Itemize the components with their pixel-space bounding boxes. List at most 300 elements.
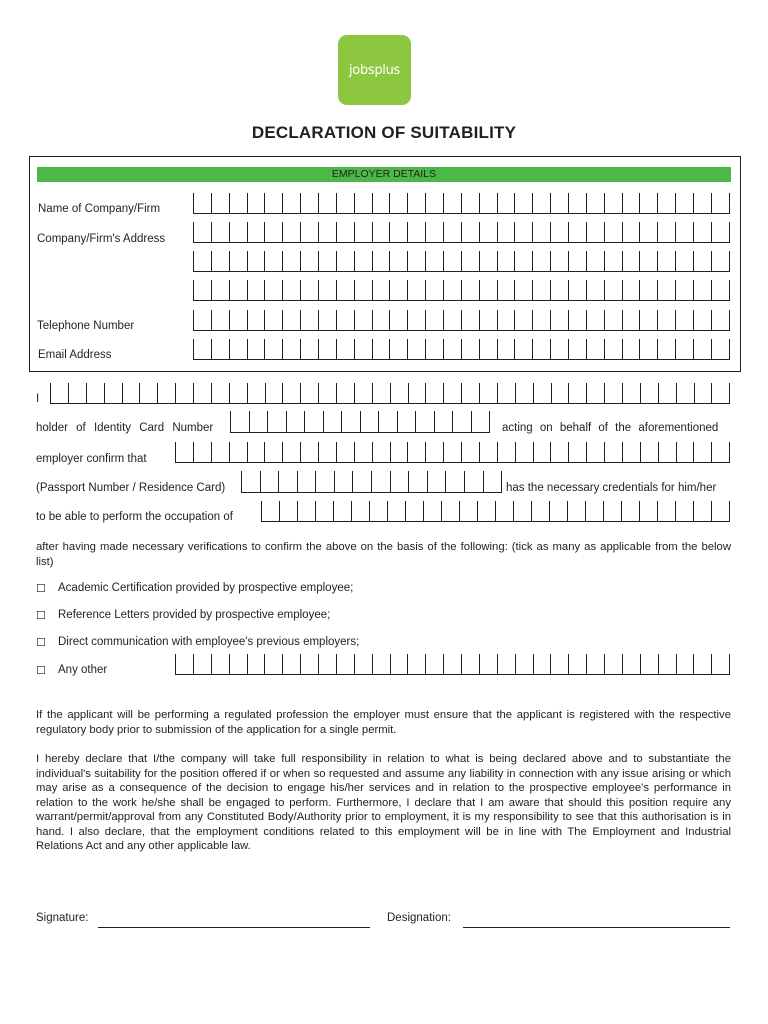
char-box bbox=[211, 442, 229, 462]
id-card-number-field[interactable] bbox=[230, 411, 490, 433]
char-box bbox=[567, 501, 585, 521]
char-box bbox=[211, 654, 229, 674]
declarant-name-field[interactable] bbox=[50, 383, 730, 404]
signature-label: Signature: bbox=[36, 912, 89, 924]
char-box bbox=[639, 339, 657, 359]
checkbox-references[interactable]: ☐ bbox=[36, 610, 46, 622]
char-box bbox=[264, 339, 282, 359]
char-box bbox=[640, 383, 658, 403]
char-box bbox=[479, 251, 497, 271]
char-box bbox=[514, 310, 532, 330]
employee-name-field[interactable] bbox=[175, 442, 730, 463]
char-box bbox=[514, 222, 532, 242]
char-box bbox=[531, 501, 549, 521]
char-box bbox=[568, 251, 586, 271]
char-box bbox=[464, 471, 483, 492]
char-box bbox=[318, 310, 336, 330]
char-box bbox=[372, 383, 390, 403]
char-box bbox=[193, 193, 211, 213]
char-box bbox=[675, 280, 693, 300]
company-name-field[interactable] bbox=[193, 193, 730, 214]
page-title: DECLARATION OF SUITABILITY bbox=[251, 123, 517, 142]
char-box bbox=[549, 501, 567, 521]
char-box bbox=[372, 193, 390, 213]
char-box bbox=[443, 251, 461, 271]
checkbox-direct-communication[interactable]: ☐ bbox=[36, 637, 46, 649]
telephone-label: Telephone Number bbox=[37, 320, 135, 332]
char-box bbox=[264, 193, 282, 213]
char-box bbox=[264, 654, 282, 674]
char-box bbox=[550, 442, 568, 462]
char-box bbox=[515, 654, 533, 674]
char-box bbox=[407, 193, 425, 213]
char-box bbox=[479, 280, 497, 300]
checkbox-academic[interactable]: ☐ bbox=[36, 583, 46, 595]
char-box bbox=[211, 310, 229, 330]
char-box bbox=[604, 339, 622, 359]
char-box bbox=[372, 310, 390, 330]
char-box bbox=[425, 310, 443, 330]
checklist-label-direct-communication: Direct communication with employee's previous employers; bbox=[58, 636, 360, 648]
char-box bbox=[622, 383, 640, 403]
char-box bbox=[318, 339, 336, 359]
char-box bbox=[533, 654, 551, 674]
char-box bbox=[479, 383, 497, 403]
email-label: Email Address bbox=[38, 349, 112, 361]
char-box bbox=[621, 501, 639, 521]
char-box bbox=[639, 251, 657, 271]
char-box bbox=[585, 501, 603, 521]
char-box bbox=[387, 501, 405, 521]
char-box bbox=[175, 442, 193, 462]
char-box bbox=[479, 310, 497, 330]
char-box bbox=[247, 222, 265, 242]
char-box bbox=[532, 280, 550, 300]
char-box bbox=[459, 501, 477, 521]
char-box bbox=[407, 310, 425, 330]
char-box bbox=[318, 222, 336, 242]
char-box bbox=[300, 383, 318, 403]
char-box bbox=[675, 501, 693, 521]
checklist-label-academic: Academic Certification provided by prospective employee; bbox=[58, 582, 354, 594]
checkbox-any-other[interactable]: ☐ bbox=[36, 665, 46, 677]
char-box bbox=[693, 222, 711, 242]
char-box bbox=[282, 339, 300, 359]
char-box bbox=[711, 383, 730, 403]
char-box bbox=[193, 442, 211, 462]
char-box bbox=[354, 339, 372, 359]
char-box bbox=[318, 280, 336, 300]
char-box bbox=[193, 654, 211, 674]
char-box bbox=[260, 471, 279, 492]
char-box bbox=[229, 251, 247, 271]
char-box bbox=[352, 471, 371, 492]
char-box bbox=[586, 339, 604, 359]
char-box bbox=[50, 383, 68, 403]
char-box bbox=[415, 411, 434, 432]
char-box bbox=[229, 383, 247, 403]
char-box bbox=[318, 193, 336, 213]
char-box bbox=[193, 280, 211, 300]
char-box bbox=[334, 471, 353, 492]
char-box bbox=[407, 251, 425, 271]
char-box bbox=[389, 280, 407, 300]
char-box bbox=[675, 310, 693, 330]
char-box bbox=[622, 280, 640, 300]
char-box bbox=[497, 280, 515, 300]
char-box bbox=[193, 251, 211, 271]
employer-confirm-label: employer confirm that bbox=[36, 453, 147, 465]
char-box bbox=[318, 383, 336, 403]
address-field-line-1[interactable] bbox=[193, 222, 730, 243]
char-box bbox=[425, 251, 443, 271]
char-box bbox=[247, 193, 265, 213]
char-box bbox=[711, 442, 730, 462]
char-box bbox=[230, 411, 249, 432]
char-box bbox=[443, 442, 461, 462]
char-box bbox=[211, 251, 229, 271]
char-box bbox=[693, 339, 711, 359]
char-box bbox=[372, 251, 390, 271]
char-box bbox=[247, 442, 265, 462]
char-box bbox=[586, 280, 604, 300]
checklist-label-any-other: Any other bbox=[58, 664, 108, 676]
char-box bbox=[622, 310, 640, 330]
char-box bbox=[304, 411, 323, 432]
char-box bbox=[104, 383, 122, 403]
char-box bbox=[300, 193, 318, 213]
char-box bbox=[604, 383, 622, 403]
char-box bbox=[229, 280, 247, 300]
char-box bbox=[568, 383, 586, 403]
char-box bbox=[264, 280, 282, 300]
address-field-line-2[interactable] bbox=[193, 251, 730, 272]
char-box bbox=[657, 193, 675, 213]
char-box bbox=[282, 222, 300, 242]
char-box bbox=[461, 251, 479, 271]
char-box bbox=[495, 501, 513, 521]
char-box bbox=[657, 280, 675, 300]
char-box bbox=[514, 280, 532, 300]
char-box bbox=[369, 501, 387, 521]
char-box bbox=[297, 501, 315, 521]
char-box bbox=[461, 310, 479, 330]
char-box bbox=[443, 383, 461, 403]
passport-label: (Passport Number / Residence Card) bbox=[36, 482, 226, 494]
char-box bbox=[247, 654, 265, 674]
char-box bbox=[408, 383, 426, 403]
char-box bbox=[389, 339, 407, 359]
char-box bbox=[389, 310, 407, 330]
char-box bbox=[157, 383, 175, 403]
jobsplus-logo bbox=[338, 35, 411, 105]
char-box bbox=[378, 411, 397, 432]
char-box bbox=[318, 251, 336, 271]
char-box bbox=[354, 442, 372, 462]
credentials-label: has the necessary credentials for him/her bbox=[506, 482, 717, 494]
char-box bbox=[425, 193, 443, 213]
regulated-profession-paragraph: If the applicant will be performing a regulated profession the employer must ensure that the applicant is registered with the respective regulatory body prior to submission of the application for a single permit. bbox=[36, 709, 731, 736]
char-box bbox=[241, 471, 260, 492]
char-box bbox=[229, 654, 247, 674]
char-box bbox=[640, 442, 658, 462]
char-box bbox=[229, 339, 247, 359]
char-box bbox=[471, 411, 491, 432]
char-box bbox=[318, 654, 336, 674]
char-box bbox=[711, 251, 730, 271]
char-box bbox=[247, 280, 265, 300]
char-box bbox=[568, 654, 586, 674]
char-box bbox=[497, 222, 515, 242]
char-box bbox=[639, 193, 657, 213]
char-box bbox=[622, 251, 640, 271]
char-box bbox=[282, 251, 300, 271]
char-box bbox=[300, 280, 318, 300]
char-box bbox=[640, 654, 658, 674]
char-box bbox=[139, 383, 157, 403]
char-box bbox=[693, 654, 711, 674]
char-box bbox=[657, 310, 675, 330]
char-box bbox=[360, 411, 379, 432]
char-box bbox=[193, 222, 211, 242]
char-box bbox=[229, 442, 247, 462]
char-box bbox=[622, 222, 640, 242]
char-box bbox=[390, 654, 408, 674]
char-box bbox=[434, 411, 453, 432]
char-box bbox=[479, 222, 497, 242]
char-box bbox=[658, 442, 676, 462]
signature-line[interactable] bbox=[98, 927, 370, 928]
char-box bbox=[497, 251, 515, 271]
char-box bbox=[323, 411, 342, 432]
char-box bbox=[639, 501, 657, 521]
char-box bbox=[300, 310, 318, 330]
char-box bbox=[443, 193, 461, 213]
char-box bbox=[515, 383, 533, 403]
char-box bbox=[86, 383, 104, 403]
char-box bbox=[514, 339, 532, 359]
logo-text: jobsplus bbox=[348, 62, 401, 78]
char-box bbox=[336, 339, 354, 359]
char-box bbox=[315, 501, 333, 521]
char-box bbox=[211, 383, 229, 403]
char-box bbox=[336, 193, 354, 213]
char-box bbox=[568, 310, 586, 330]
char-box bbox=[693, 193, 711, 213]
char-box bbox=[604, 442, 622, 462]
char-box bbox=[122, 383, 140, 403]
char-box bbox=[300, 251, 318, 271]
char-box bbox=[229, 193, 247, 213]
char-box bbox=[354, 280, 372, 300]
email-field[interactable] bbox=[193, 339, 730, 360]
char-box bbox=[318, 442, 336, 462]
char-box bbox=[461, 442, 479, 462]
i-label: I bbox=[36, 393, 40, 405]
char-box bbox=[341, 411, 360, 432]
char-box bbox=[533, 383, 551, 403]
company-name-label: Name of Company/Firm bbox=[38, 203, 161, 215]
char-box bbox=[532, 222, 550, 242]
char-box bbox=[425, 280, 443, 300]
char-box bbox=[175, 654, 193, 674]
char-box bbox=[711, 222, 730, 242]
id-card-label: holder of Identity Card Number bbox=[36, 422, 214, 434]
char-box bbox=[639, 280, 657, 300]
char-box bbox=[497, 654, 515, 674]
char-box bbox=[550, 654, 568, 674]
verification-text: after having made necessary verifications to confirm the above on the basis of the following: (tick as many as applicable from the below list) bbox=[36, 541, 731, 568]
char-box bbox=[247, 339, 265, 359]
char-box bbox=[497, 383, 515, 403]
char-box bbox=[693, 442, 711, 462]
char-box bbox=[711, 339, 730, 359]
char-box bbox=[658, 383, 676, 403]
char-box bbox=[586, 251, 604, 271]
designation-line[interactable] bbox=[463, 927, 730, 928]
char-box bbox=[282, 193, 300, 213]
char-box bbox=[282, 442, 300, 462]
address-field-line-3[interactable] bbox=[193, 280, 730, 301]
char-box bbox=[336, 442, 354, 462]
char-box bbox=[193, 310, 211, 330]
char-box bbox=[427, 471, 446, 492]
char-box bbox=[550, 339, 568, 359]
char-box bbox=[604, 654, 622, 674]
char-box bbox=[425, 383, 443, 403]
char-box bbox=[568, 193, 586, 213]
char-box bbox=[425, 222, 443, 242]
char-box bbox=[389, 251, 407, 271]
char-box bbox=[279, 501, 297, 521]
char-box bbox=[657, 501, 675, 521]
char-box bbox=[407, 339, 425, 359]
employer-details-header: EMPLOYER DETAILS bbox=[37, 167, 731, 182]
char-box bbox=[315, 471, 334, 492]
char-box bbox=[443, 310, 461, 330]
char-box bbox=[351, 501, 369, 521]
char-box bbox=[425, 339, 443, 359]
char-box bbox=[694, 383, 712, 403]
char-box bbox=[297, 471, 316, 492]
char-box bbox=[229, 310, 247, 330]
char-box bbox=[407, 280, 425, 300]
char-box bbox=[532, 251, 550, 271]
char-box bbox=[461, 654, 479, 674]
char-box bbox=[551, 383, 569, 403]
char-box bbox=[397, 411, 416, 432]
char-box bbox=[515, 442, 533, 462]
designation-label: Designation: bbox=[387, 912, 451, 924]
char-box bbox=[336, 654, 354, 674]
char-box bbox=[441, 501, 459, 521]
char-box bbox=[282, 280, 300, 300]
char-box bbox=[389, 193, 407, 213]
char-box bbox=[622, 442, 640, 462]
char-box bbox=[423, 501, 441, 521]
char-box bbox=[443, 222, 461, 242]
char-box bbox=[211, 222, 229, 242]
char-box bbox=[711, 501, 730, 521]
char-box bbox=[372, 280, 390, 300]
char-box bbox=[514, 251, 532, 271]
char-box bbox=[532, 193, 550, 213]
char-box bbox=[639, 222, 657, 242]
char-box bbox=[193, 383, 211, 403]
char-box bbox=[568, 442, 586, 462]
any-other-field[interactable] bbox=[175, 654, 730, 675]
checklist-label-references: Reference Letters provided by prospective employee; bbox=[58, 609, 331, 621]
char-box bbox=[568, 280, 586, 300]
char-box bbox=[586, 654, 604, 674]
char-box bbox=[477, 501, 495, 521]
char-box bbox=[603, 501, 621, 521]
char-box bbox=[532, 339, 550, 359]
char-box bbox=[693, 501, 711, 521]
char-box bbox=[711, 654, 730, 674]
char-box bbox=[282, 383, 300, 403]
char-box bbox=[354, 383, 372, 403]
char-box bbox=[264, 310, 282, 330]
char-box bbox=[452, 411, 471, 432]
char-box bbox=[354, 222, 372, 242]
char-box bbox=[461, 339, 479, 359]
char-box bbox=[425, 654, 443, 674]
char-box bbox=[514, 193, 532, 213]
char-box bbox=[461, 280, 479, 300]
char-box bbox=[711, 193, 730, 213]
char-box bbox=[568, 222, 586, 242]
char-box bbox=[229, 222, 247, 242]
char-box bbox=[622, 193, 640, 213]
char-box bbox=[264, 251, 282, 271]
char-box bbox=[586, 193, 604, 213]
occupation-field[interactable] bbox=[261, 501, 730, 522]
char-box bbox=[407, 442, 425, 462]
char-box bbox=[497, 339, 515, 359]
char-box bbox=[249, 411, 268, 432]
char-box bbox=[267, 411, 286, 432]
declaration-paragraph: I hereby declare that I/the company will take full responsibility in relation to what is being declared above and to substantiate the individual's suitability for the position offered if or when so requested and assume any liability in connection with any issue arising or which may arise as a consequence of the decision to engage his/her services and in relation to the prospective employee's performance in relation to the work he/she shall be engaged to perform. Furthermore, I declare that I am aware that should this position require any warrant/permit/approval from any Constituted Body/Authority prior to employment, it is my responsibility to see that this authorisation is in hand. I also declare, that the employment conditions related to this employment will be in line with The Employment and Industrial Relations Act and any other applicable law. bbox=[36, 753, 731, 852]
char-box bbox=[604, 310, 622, 330]
char-box bbox=[405, 501, 423, 521]
char-box bbox=[483, 471, 503, 492]
passport-number-field[interactable] bbox=[241, 471, 502, 493]
char-box bbox=[247, 310, 265, 330]
char-box bbox=[264, 442, 282, 462]
char-box bbox=[513, 501, 531, 521]
char-box bbox=[300, 222, 318, 242]
telephone-field[interactable] bbox=[193, 310, 730, 331]
char-box bbox=[407, 654, 425, 674]
char-box bbox=[604, 193, 622, 213]
char-box bbox=[550, 280, 568, 300]
char-box bbox=[300, 654, 318, 674]
char-box bbox=[676, 654, 694, 674]
char-box bbox=[407, 222, 425, 242]
char-box bbox=[336, 310, 354, 330]
char-box bbox=[693, 310, 711, 330]
char-box bbox=[372, 339, 390, 359]
char-box bbox=[586, 383, 604, 403]
char-box bbox=[193, 339, 211, 359]
occupation-label: to be able to perform the occupation of bbox=[36, 511, 233, 523]
char-box bbox=[622, 339, 640, 359]
char-box bbox=[479, 654, 497, 674]
char-box bbox=[261, 501, 279, 521]
acting-on-behalf-label: acting on behalf of the aforementioned bbox=[502, 422, 719, 434]
char-box bbox=[390, 471, 409, 492]
